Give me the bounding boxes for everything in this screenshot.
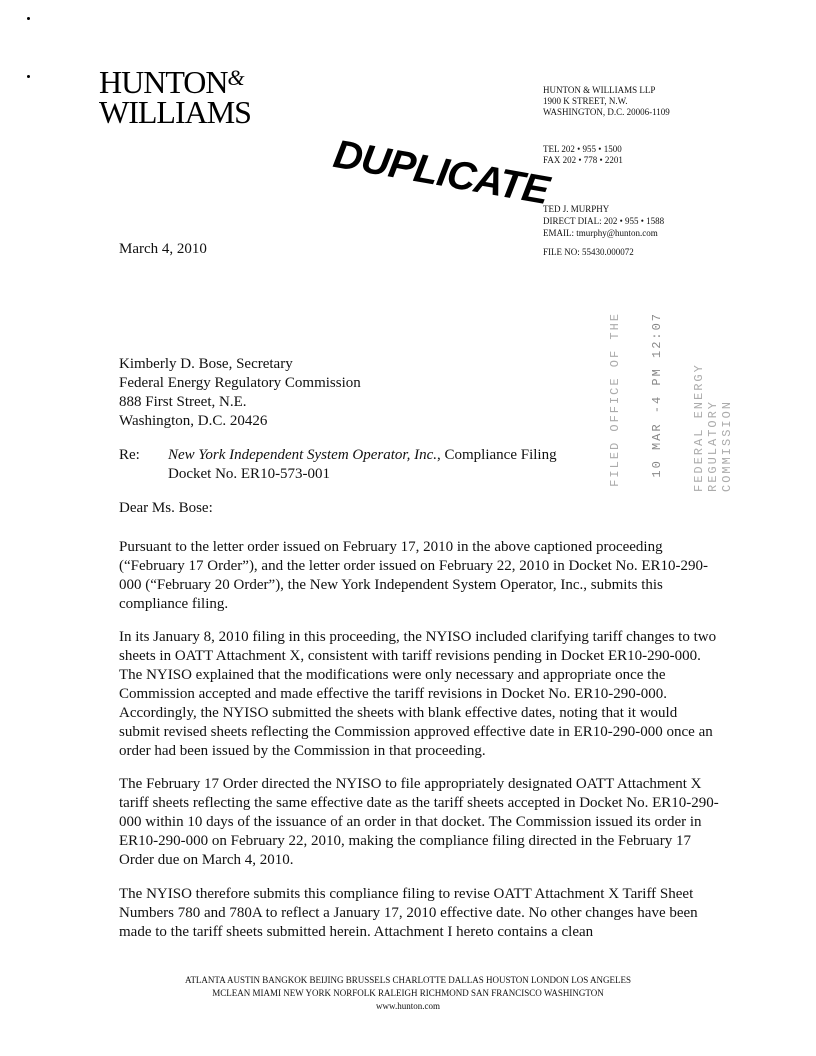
file-number: FILE NO: 55430.000072 xyxy=(543,247,634,257)
attorney-direct-dial: DIRECT DIAL: 202 • 955 • 1588 xyxy=(543,216,665,226)
recipient-line: Washington, D.C. 20426 xyxy=(119,413,268,429)
recipient-line: Federal Energy Regulatory Commission xyxy=(119,375,361,391)
attorney-block xyxy=(543,203,664,239)
scan-speck xyxy=(27,17,30,20)
body-paragraph: In its January 8, 2010 filing in this proceeding, the NYISO included clarifying tariff changes to two sheets in OATT Attachment X, consistent with tariff revisions pending in Docket ER10-290-000. The NYISO explained that the modifications were only necessary and appropriate once the Commission accepted and made effective the tariff revisions in Docket No. ER10-290-000. Accordingly, the NYISO submitted the sheets with blank effective dates, noting that it would submit revised sheets reflecting the Commission approved effective date in ER10-290-000 once an order had been issued by the Commission in that proceeding. xyxy=(119,629,717,759)
firm-address xyxy=(543,85,670,118)
recipient-line: Kimberly D. Bose, Secretary xyxy=(119,356,293,372)
footer-cities: ATLANTA AUSTIN BANGKOK BEIJING BRUSSELS CHARLOTTE DALLAS HOUSTON LONDON LOS ANGELES xyxy=(184,975,632,985)
scan-speck xyxy=(27,75,30,78)
letter-date: March 4, 2010 xyxy=(119,241,207,257)
office-locations-footer xyxy=(0,974,816,1013)
received-stamp-text: 10 MAR -4 PM 12:07 xyxy=(650,312,664,478)
body-paragraph: The NYISO therefore submits this compliance filing to revise OATT Attachment X Tariff Sheet Numbers 780 and 780A to reflect a January 17, 2010 effective date. No other changes have been made to the tariff sheets submitted herein. Attachment I hereto contains a clean xyxy=(119,886,698,940)
duplicate-stamp: DUPLICATE xyxy=(330,132,552,213)
recipient-address xyxy=(119,355,361,431)
firm-fax: FAX 202 • 778 • 2201 xyxy=(543,155,623,165)
re-subject: , Compliance Filing xyxy=(437,447,557,463)
body-paragraph: The February 17 Order directed the NYISO to file appropriately designated OATT Attachment X tariff sheets reflecting the same effective date as the tariff sheets accepted in Docket No. ER10-290-000 within 10 days of the issuance of an order in that docket. The Commission issued its order in ER10-290-000 on February 22, 2010, making the compliance filing directed in the February 17 Order due on March 4, 2010. xyxy=(119,776,719,868)
re-label: Re: xyxy=(119,447,140,463)
received-stamp-text: FILED OFFICE OF THE xyxy=(608,312,622,487)
recipient-line: 888 First Street, N.E. xyxy=(119,394,247,410)
salutation: Dear Ms. Bose: xyxy=(119,500,213,516)
attorney-email: EMAIL: tmurphy@hunton.com xyxy=(543,228,658,238)
re-docket: Docket No. ER10-573-001 xyxy=(168,466,331,482)
received-stamp xyxy=(600,312,750,492)
firm-name: HUNTON & WILLIAMS LLP xyxy=(543,85,656,95)
received-stamp-text: FEDERAL ENERGY REGULATORY COMMISSION xyxy=(692,363,734,492)
firm-street: 1900 K STREET, N.W. xyxy=(543,96,628,106)
body-paragraph: Pursuant to the letter order issued on February 17, 2010 in the above captioned proceeding (“February 17 Order”), and the letter order issued on February 22, 2010 in Docket No. ER10-290-000 (“February 20 Order”), the New York Independent System Operator, Inc., submits this compliance filing. xyxy=(119,539,708,612)
firm-city: WASHINGTON, D.C. 20006-1109 xyxy=(543,107,670,117)
firm-tel: TEL 202 • 955 • 1500 xyxy=(543,144,622,154)
re-subject-italic: New York Independent System Operator, Inc. xyxy=(168,447,437,463)
firm-phone-block xyxy=(543,144,623,166)
footer-website: www.hunton.com xyxy=(376,1001,440,1011)
attorney-name: TED J. MURPHY xyxy=(543,204,610,214)
firm-logo: HUNTON& WILLIAMS xyxy=(99,64,251,130)
footer-cities: MCLEAN MIAMI NEW YORK NORFOLK RALEIGH RICHMOND SAN FRANCISCO WASHINGTON xyxy=(212,988,604,998)
